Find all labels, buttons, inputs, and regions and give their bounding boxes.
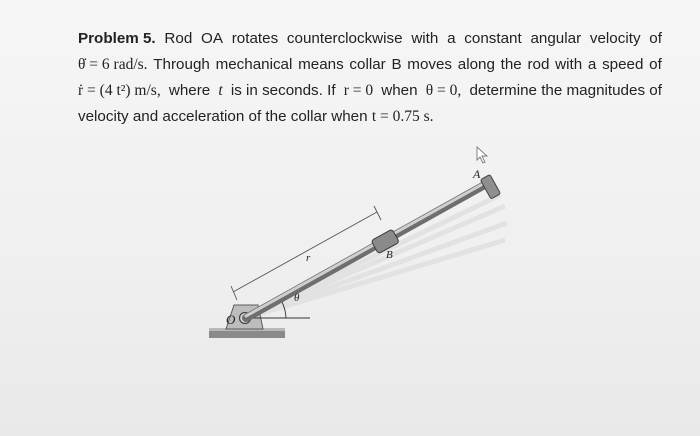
phrase: velocity and acceleration of the collar when <box>78 108 368 125</box>
initial-theta-expression: θ = 0, <box>425 82 462 99</box>
word: OA <box>201 30 223 47</box>
word: rod <box>527 56 550 73</box>
phrase: is in seconds. If <box>230 82 336 99</box>
word: collar <box>349 56 386 73</box>
word: with <box>555 56 583 73</box>
time-variable: t <box>218 82 223 99</box>
word: where <box>168 82 211 99</box>
label-O: O <box>226 312 236 327</box>
word: means <box>298 56 344 73</box>
word: rotates <box>231 30 279 47</box>
angular-velocity-expression: θ̇ = 6 rad/s. <box>78 56 148 73</box>
word: mechanical <box>215 56 293 73</box>
word: of <box>649 30 662 47</box>
word: with <box>411 30 439 47</box>
word: constant <box>464 30 522 47</box>
label-r: r <box>306 252 311 264</box>
label-A: A <box>473 167 481 181</box>
word: velocity <box>589 30 641 47</box>
initial-r-expression: r = 0 <box>343 82 374 99</box>
word: when <box>381 82 418 99</box>
word: speed <box>602 56 644 73</box>
word: moves <box>407 56 453 73</box>
time-value-expression: t = 0.75 s. <box>371 108 434 125</box>
word: Rod <box>164 30 193 47</box>
word: Through <box>153 56 210 73</box>
word: a <box>447 30 456 47</box>
word: along <box>457 56 495 73</box>
word: a <box>587 56 597 73</box>
word: of <box>649 56 662 73</box>
rod-OA <box>246 180 490 318</box>
label-theta: θ <box>294 292 300 304</box>
radial-speed-expression: ṙ = (4 t²) m/s, <box>78 82 161 99</box>
word: counterclockwise <box>286 30 403 47</box>
problem-number: Problem 5. <box>78 30 156 47</box>
mouse-cursor-icon <box>477 147 487 163</box>
word: angular <box>530 30 582 47</box>
label-B: B <box>386 249 393 261</box>
word: the <box>500 56 522 73</box>
phrase: determine the magnitudes of <box>469 82 662 99</box>
word: B <box>391 56 402 73</box>
